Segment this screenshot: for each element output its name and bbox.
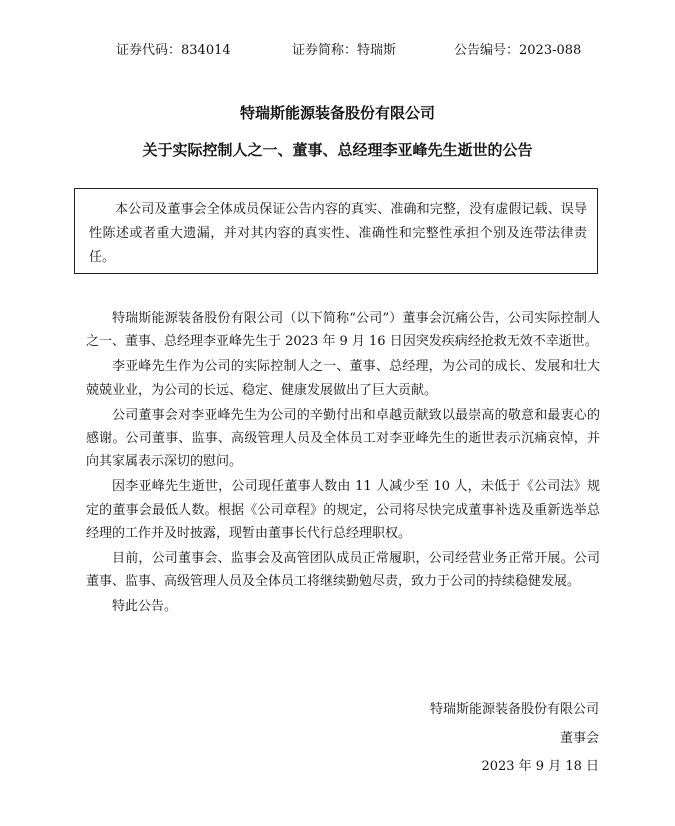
notice-number: 公告编号：2023-088 (454, 43, 582, 58)
signature-company: 特瑞斯能源装备股份有限公司 (429, 702, 599, 717)
notice-body (86, 307, 600, 620)
paragraph-announcement: 特瑞斯能源装备股份有限公司（以下简称“公司”）董事会沉痛公告，公司实际控制人之一、董事、总经理李亚峰先生于 2023 年 9 月 16 日因突发疾病经抢救无效不幸逝世。 (86, 311, 600, 350)
security-code: 证券代码：834014 (116, 43, 231, 58)
signature-date: 2023 年 9 月 18 日 (481, 759, 599, 774)
paragraph-contribution: 李亚峰先生作为公司的实际控制人之一、董事、总经理，为公司的成长、发展和壮大兢兢业业，为公司的长远、稳定、健康发展做出了巨大贡献。 (86, 359, 600, 398)
paragraph-closing: 特此公告。 (112, 599, 178, 615)
declaration-box: 本公司及董事会全体成员保证公告内容的真实、准确和完整，没有虚假记载、误导性陈述或者重大遗漏，并对其内容的真实性、准确性和完整性承担个别及连带法律责任。 (74, 188, 598, 274)
company-title: 特瑞斯能源装备股份有限公司 (239, 104, 435, 122)
paragraph-operations: 目前，公司董事会、监事会及高管团队成员正常履职，公司经营业务正常开展。公司董事、监事、高级管理人员及全体员工将继续勤勉尽责，致力于公司的持续稳健发展。 (86, 551, 600, 590)
security-short-name: 证券简称：特瑞斯 (292, 43, 397, 58)
paragraph-board-change: 因李亚峰先生逝世，公司现任董事人数由 11 人减少至 10 人，未低于《公司法》规定的董事会最低人数。根据《公司章程》的规定，公司将尽快完成董事补选及重新选举总经理的工作并及时披露，现暂由董事长代行总经理职权。 (86, 479, 600, 542)
notice-title: 关于实际控制人之一、董事、总经理李亚峰先生逝世的公告 (142, 141, 533, 159)
signature-board: 董事会 (559, 731, 599, 746)
paragraph-condolence: 公司董事会对李亚峰先生为公司的辛勤付出和卓越贡献致以最崇高的敬意和最衷心的感谢。公司董事、监事、高级管理人员及全体员工对李亚峰先生的逝世表示沉痛哀悼，并向其家属表示深切的慰问。 (86, 407, 600, 470)
